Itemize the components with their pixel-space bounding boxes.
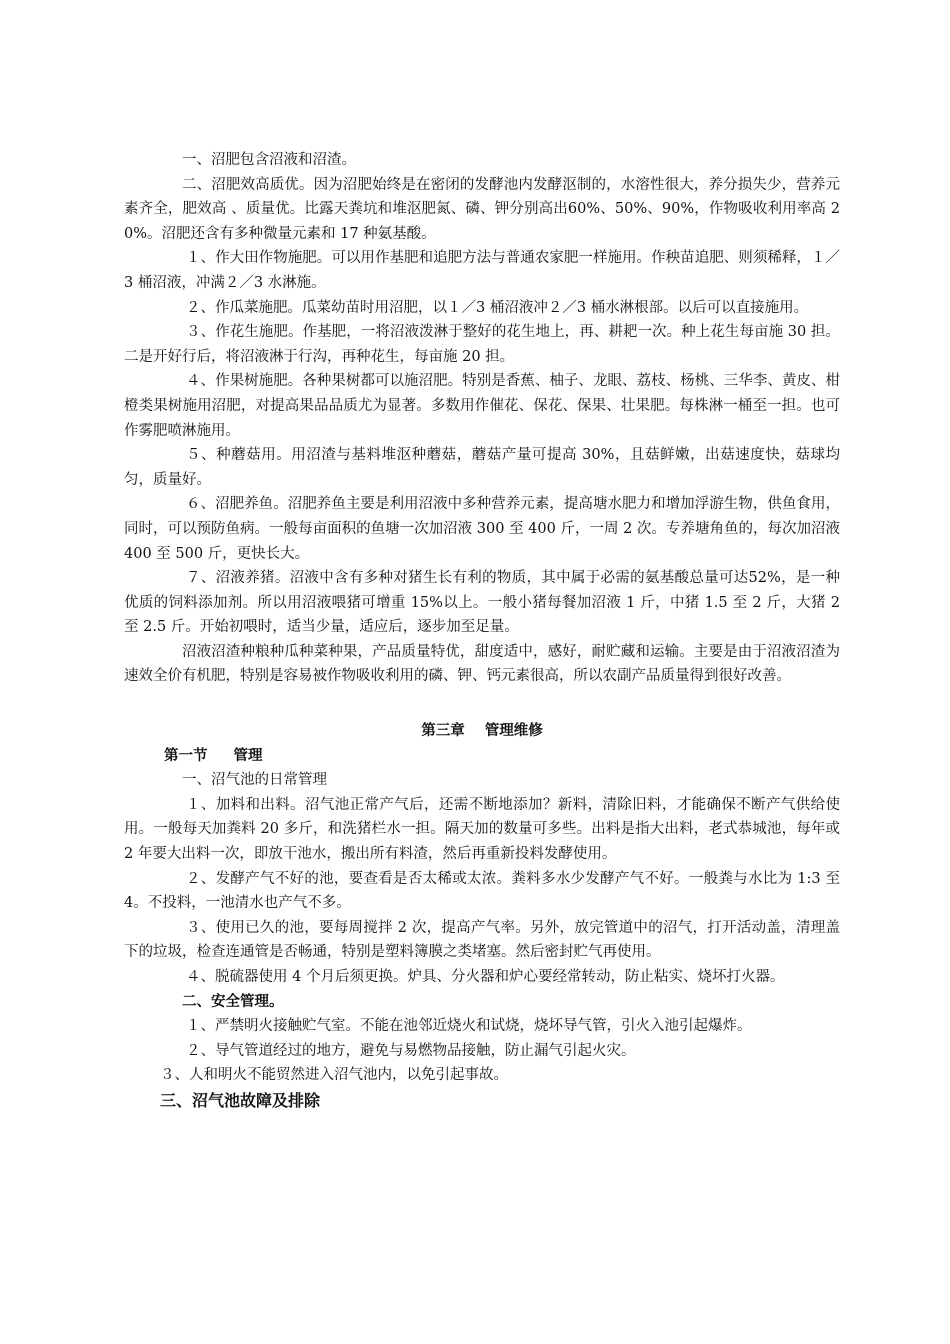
spacer xyxy=(124,689,840,719)
paragraph: ２、发酵产气不好的池，要查看是否太稀或太浓。粪料多水少发酵产气不好。一般粪与水比为 1:3 至 4。不投料，一池清水也产气不多。 xyxy=(124,870,840,912)
section-title: 管理 xyxy=(233,746,263,764)
fault-heading: 三、沼气池故障及排除 xyxy=(160,1090,321,1110)
safety-item: １、严禁明火接触贮气室。不能在池邻近烧火和试烧，烧坏导气管，引火入池引起爆炸。 xyxy=(186,1018,752,1035)
paragraph: ２、作瓜菜施肥。瓜菜幼苗时用沼肥，以１／3 桶沼液冲２／3 桶水淋根部。以后可以直接施用。 xyxy=(186,299,809,316)
paragraph: ４、脱硫器使用 4 个月后须更换。炉具、分火器和炉心要经常转动，防止粘实、烧坏打火器。 xyxy=(186,969,785,985)
paragraph: １、加料和出料。沼气池正常产气后，还需不断地添加？新料，清除旧料，才能确保不断产气供给使用。一般每天加粪料 20 多斤，和洗猪栏水一担。隔天加的数量可多些。出料是指大出料，老式恭城池，每年或 2 年要大出料一次，即放干池水，搬出所有料渣，然后再重新投料发酵使用。 xyxy=(124,796,840,863)
paragraph: ５、种蘑菇用。用沼渣与基料堆沤种蘑菇，蘑菇产量可提高 30%，且菇鲜嫩，出菇速度快，菇球均匀，质量好。 xyxy=(124,447,840,488)
paragraph: 二、沼肥效高质优。因为沼肥始终是在密闭的发酵池内发酵沤制的，水溶性很大，养分损失少，营养元素齐全，肥效高 、质量优。比露天粪坑和堆沤肥氮、磷、钾分别高出60%、50%、90%，作物吸收利用率高 20%。沼肥还含有多种微量元素和 17 种氨基酸。 xyxy=(124,176,840,242)
section-heading xyxy=(124,744,840,769)
paragraph: 一、沼气池的日常管理 xyxy=(182,772,327,789)
paragraph: ６、沼肥养鱼。沼肥养鱼主要是利用沼液中多种营养元素，提高塘水肥力和增加浮游生物，供鱼食用，同时，可以预防鱼病。一般每亩面积的鱼塘一次加沼液 300 至 400 斤，一周 2 次。专养塘角鱼的，每次加沼液 400 至 500 斤，更快长大。 xyxy=(124,496,840,562)
paragraph: １、作大田作物施肥。可以用作基肥和追肥方法与普通农家肥一样施用。作秧苗追肥、则须稀释，１／3 桶沼液，冲满２／3 水淋施。 xyxy=(124,250,840,291)
section-number: 第一节 xyxy=(164,746,208,764)
paragraph: ７、沼液养猪。沼液中含有多种对猪生长有利的物质，其中属于必需的氨基酸总量可达52%，是一种优质的饲料添加剂。所以用沼液喂猪可增重 15%以上。一般小猪每餐加沼液 1 斤，中猪 1.5 至 2 斤，大猪 2 至 2.5 斤。开始初喂时，适当少量，适应后，逐步加至足量。 xyxy=(124,570,840,636)
safety-item: ３、人和明火不能贸然进入沼气池内，以免引起事故。 xyxy=(160,1067,508,1084)
document-page xyxy=(124,148,840,1114)
paragraph: ３、使用已久的池，要每周搅拌 2 次，提高产气率。另外，放完管道中的沼气，打开活动盖，清理盖下的垃圾，检查连通管是否畅通，特别是塑料簿膜之类堵塞。然后密封贮气再使用。 xyxy=(124,919,840,961)
paragraph: ４、作果树施肥。各种果树都可以施沼肥。特别是香蕉、柚子、龙眼、荔枝、杨桃、三华李、黄皮、柑橙类果树施用沼肥，对提高果品品质尤为显著。多数用作催花、保花、保果、壮果肥。每株淋一桶至一担。也可作雾肥喷淋施用。 xyxy=(124,373,840,439)
chapter-heading xyxy=(124,719,840,744)
safety-heading: 二、安全管理。 xyxy=(182,992,284,1010)
paragraph: 沼液沼渣种粮种瓜种菜种果，产品质量特优，甜度适中，感好，耐贮藏和运输。主要是由于沼液沼渣为速效全价有机肥，特别是容易被作物吸收利用的磷、钾、钙元素很高，所以农副产品质量得到很好改善。 xyxy=(124,643,840,685)
safety-item: ２、导气管道经过的地方，避免与易燃物品接触，防止漏气引起火灾。 xyxy=(186,1042,636,1059)
chapter-number: 第三章 xyxy=(421,722,465,740)
paragraph: ３、作花生施肥。作基肥，一将沼液泼淋于整好的花生地上，再、耕耙一次。种上花生每亩施 30 担。二是开好行后，将沼液淋于行沟，再种花生，每亩施 20 担。 xyxy=(124,324,840,365)
paragraph: 一、沼肥包含沼液和沼渣。 xyxy=(182,152,356,168)
chapter-title: 管理维修 xyxy=(484,722,543,740)
